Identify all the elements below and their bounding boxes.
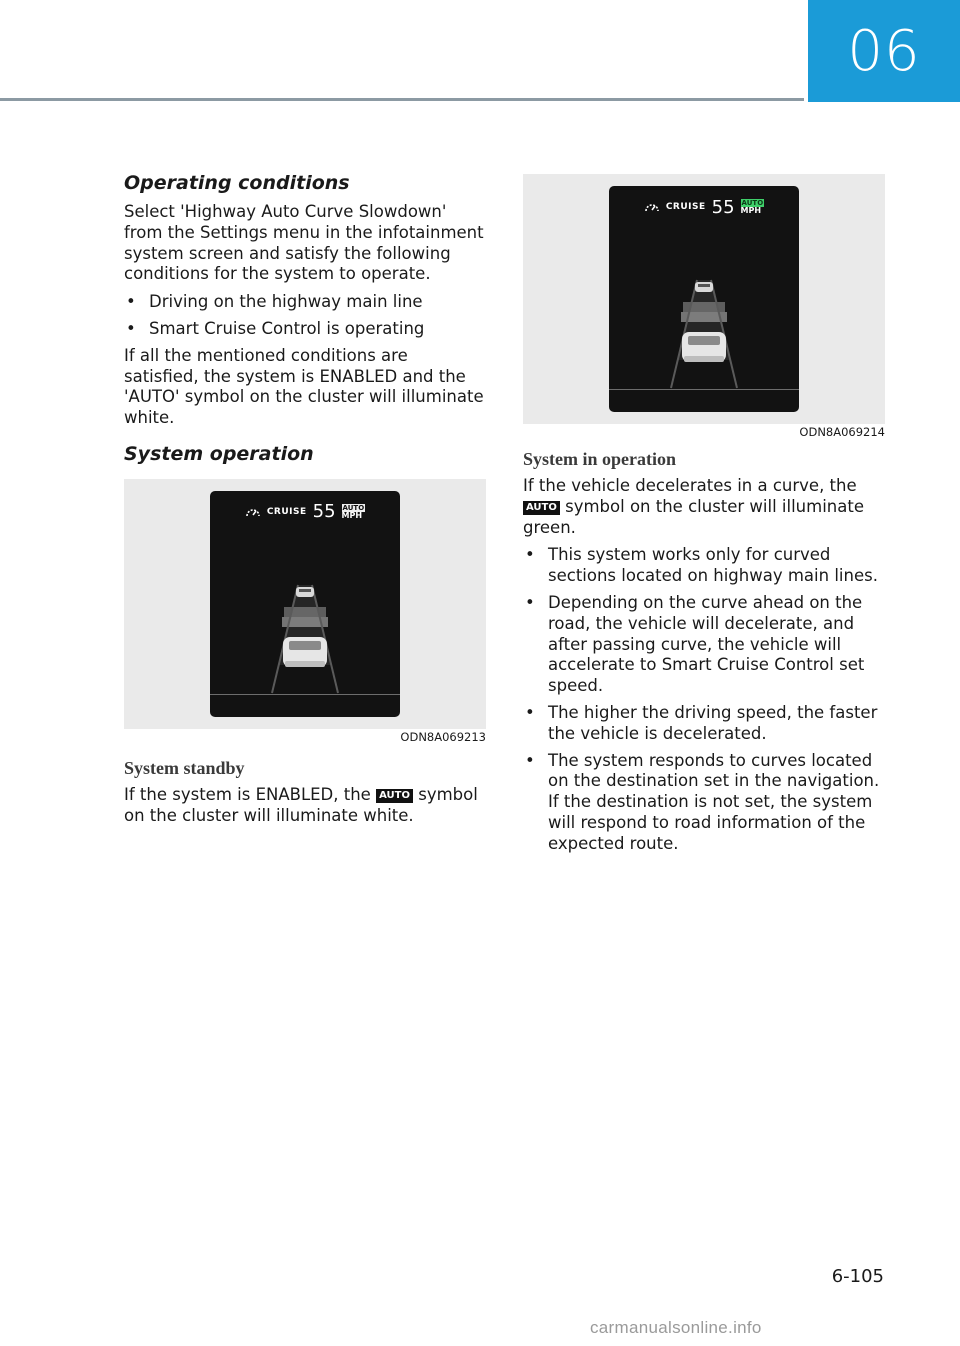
figure-caption: ODN8A069214 bbox=[799, 425, 885, 439]
auto-symbol: AUTO bbox=[342, 503, 365, 512]
road-graphic bbox=[609, 220, 799, 390]
cluster-status-bar bbox=[210, 501, 400, 523]
list-item: • Smart Cruise Control is operating bbox=[126, 318, 425, 338]
left-column bbox=[124, 172, 486, 834]
note-text: The higher the driving speed, the faster the vehicle is decelerated. bbox=[548, 702, 878, 743]
watermark: carmanualsonline.info bbox=[590, 1318, 762, 1337]
speed-value: 55 bbox=[711, 196, 735, 218]
unit-stack bbox=[741, 199, 765, 215]
operation-notes-list bbox=[523, 545, 885, 854]
speed-value: 55 bbox=[312, 501, 336, 523]
list-item: • Driving on the highway main line bbox=[126, 292, 423, 312]
road-base bbox=[609, 389, 799, 412]
cruise-label: CRUISE bbox=[665, 202, 706, 212]
operating-conditions-title: Operating conditions bbox=[124, 172, 350, 194]
operating-intro: Select 'Highway Auto Curve Slowdown' from the Settings menu in the infotainment system screen and satisfy the following conditions for the system to operate. bbox=[124, 202, 484, 284]
page-number: 6-105 bbox=[831, 1266, 884, 1287]
own-car-icon bbox=[682, 332, 726, 362]
standby-text-start: If the system is ENABLED, the bbox=[124, 784, 371, 804]
operation-text-end: symbol on the cluster will illuminate green. bbox=[523, 496, 864, 537]
gauge-icon bbox=[245, 505, 261, 519]
auto-symbol: AUTO bbox=[741, 199, 764, 207]
condition-text: Smart Cruise Control is operating bbox=[149, 318, 425, 338]
condition-text: Driving on the highway main line bbox=[149, 292, 423, 312]
figure-caption: ODN8A069213 bbox=[400, 729, 486, 744]
cluster-figure-standby bbox=[124, 479, 486, 729]
system-in-operation-title: System in operation bbox=[523, 449, 676, 469]
header-rule bbox=[0, 98, 804, 101]
cluster-status-bar bbox=[609, 196, 799, 218]
right-column bbox=[523, 174, 885, 861]
road-base bbox=[210, 694, 400, 717]
list-item: • The system responds to curves located on the destination set in the navigation. If the destination is not set, the system will respond to road information of the expected route. bbox=[525, 750, 880, 853]
speed-unit: MPH bbox=[740, 206, 762, 215]
operation-text-start: If the vehicle decelerates in a curve, the bbox=[523, 476, 857, 495]
road-graphic bbox=[210, 525, 400, 695]
note-text: This system works only for curved sections located on highway main lines. bbox=[548, 545, 878, 586]
list-item: • Depending on the curve ahead on the road, the vehicle will decelerate, and after passing curve, the vehicle will accelerate to Smart Cruise Control set speed. bbox=[525, 592, 865, 696]
cluster-figure-operation bbox=[523, 174, 885, 424]
chapter-tab: 06 bbox=[808, 0, 960, 102]
system-operation-title: System operation bbox=[124, 442, 314, 465]
cluster-screen bbox=[210, 491, 400, 717]
auto-symbol-inline: AUTO bbox=[523, 501, 560, 515]
system-standby-title: System standby bbox=[124, 757, 245, 778]
note-text: The system responds to curves located on the destination set in the navigation. If the destination is not set, the system will respond to road information of the expected route. bbox=[548, 750, 880, 853]
note-text: Depending on the curve ahead on the road, the vehicle will decelerate, and after passing curve, the vehicle will accelerate to Smart Cruise Control set speed. bbox=[548, 592, 865, 696]
operation-text bbox=[523, 476, 885, 538]
auto-symbol-inline: AUTO bbox=[376, 789, 413, 803]
own-car-icon bbox=[283, 637, 327, 667]
standby-text-end: symbol on the cluster will illuminate white. bbox=[124, 784, 478, 825]
gauge-icon bbox=[644, 200, 660, 214]
list-item: • This system works only for curved sections located on highway main lines. bbox=[525, 545, 878, 586]
unit-stack bbox=[342, 504, 366, 520]
cruise-label: CRUISE bbox=[266, 506, 307, 517]
lead-car-icon bbox=[296, 587, 314, 597]
list-item: • The higher the driving speed, the faster the vehicle is decelerated. bbox=[525, 702, 878, 743]
speed-unit: MPH bbox=[341, 510, 363, 520]
lead-car-icon bbox=[695, 282, 713, 292]
standby-text bbox=[124, 785, 486, 827]
cluster-screen bbox=[609, 186, 799, 412]
conditions-result: If all the mentioned conditions are satisfied, the system is ENABLED and the 'AUTO' symbol on the cluster will illuminate white. bbox=[124, 345, 484, 428]
conditions-list bbox=[124, 292, 486, 340]
